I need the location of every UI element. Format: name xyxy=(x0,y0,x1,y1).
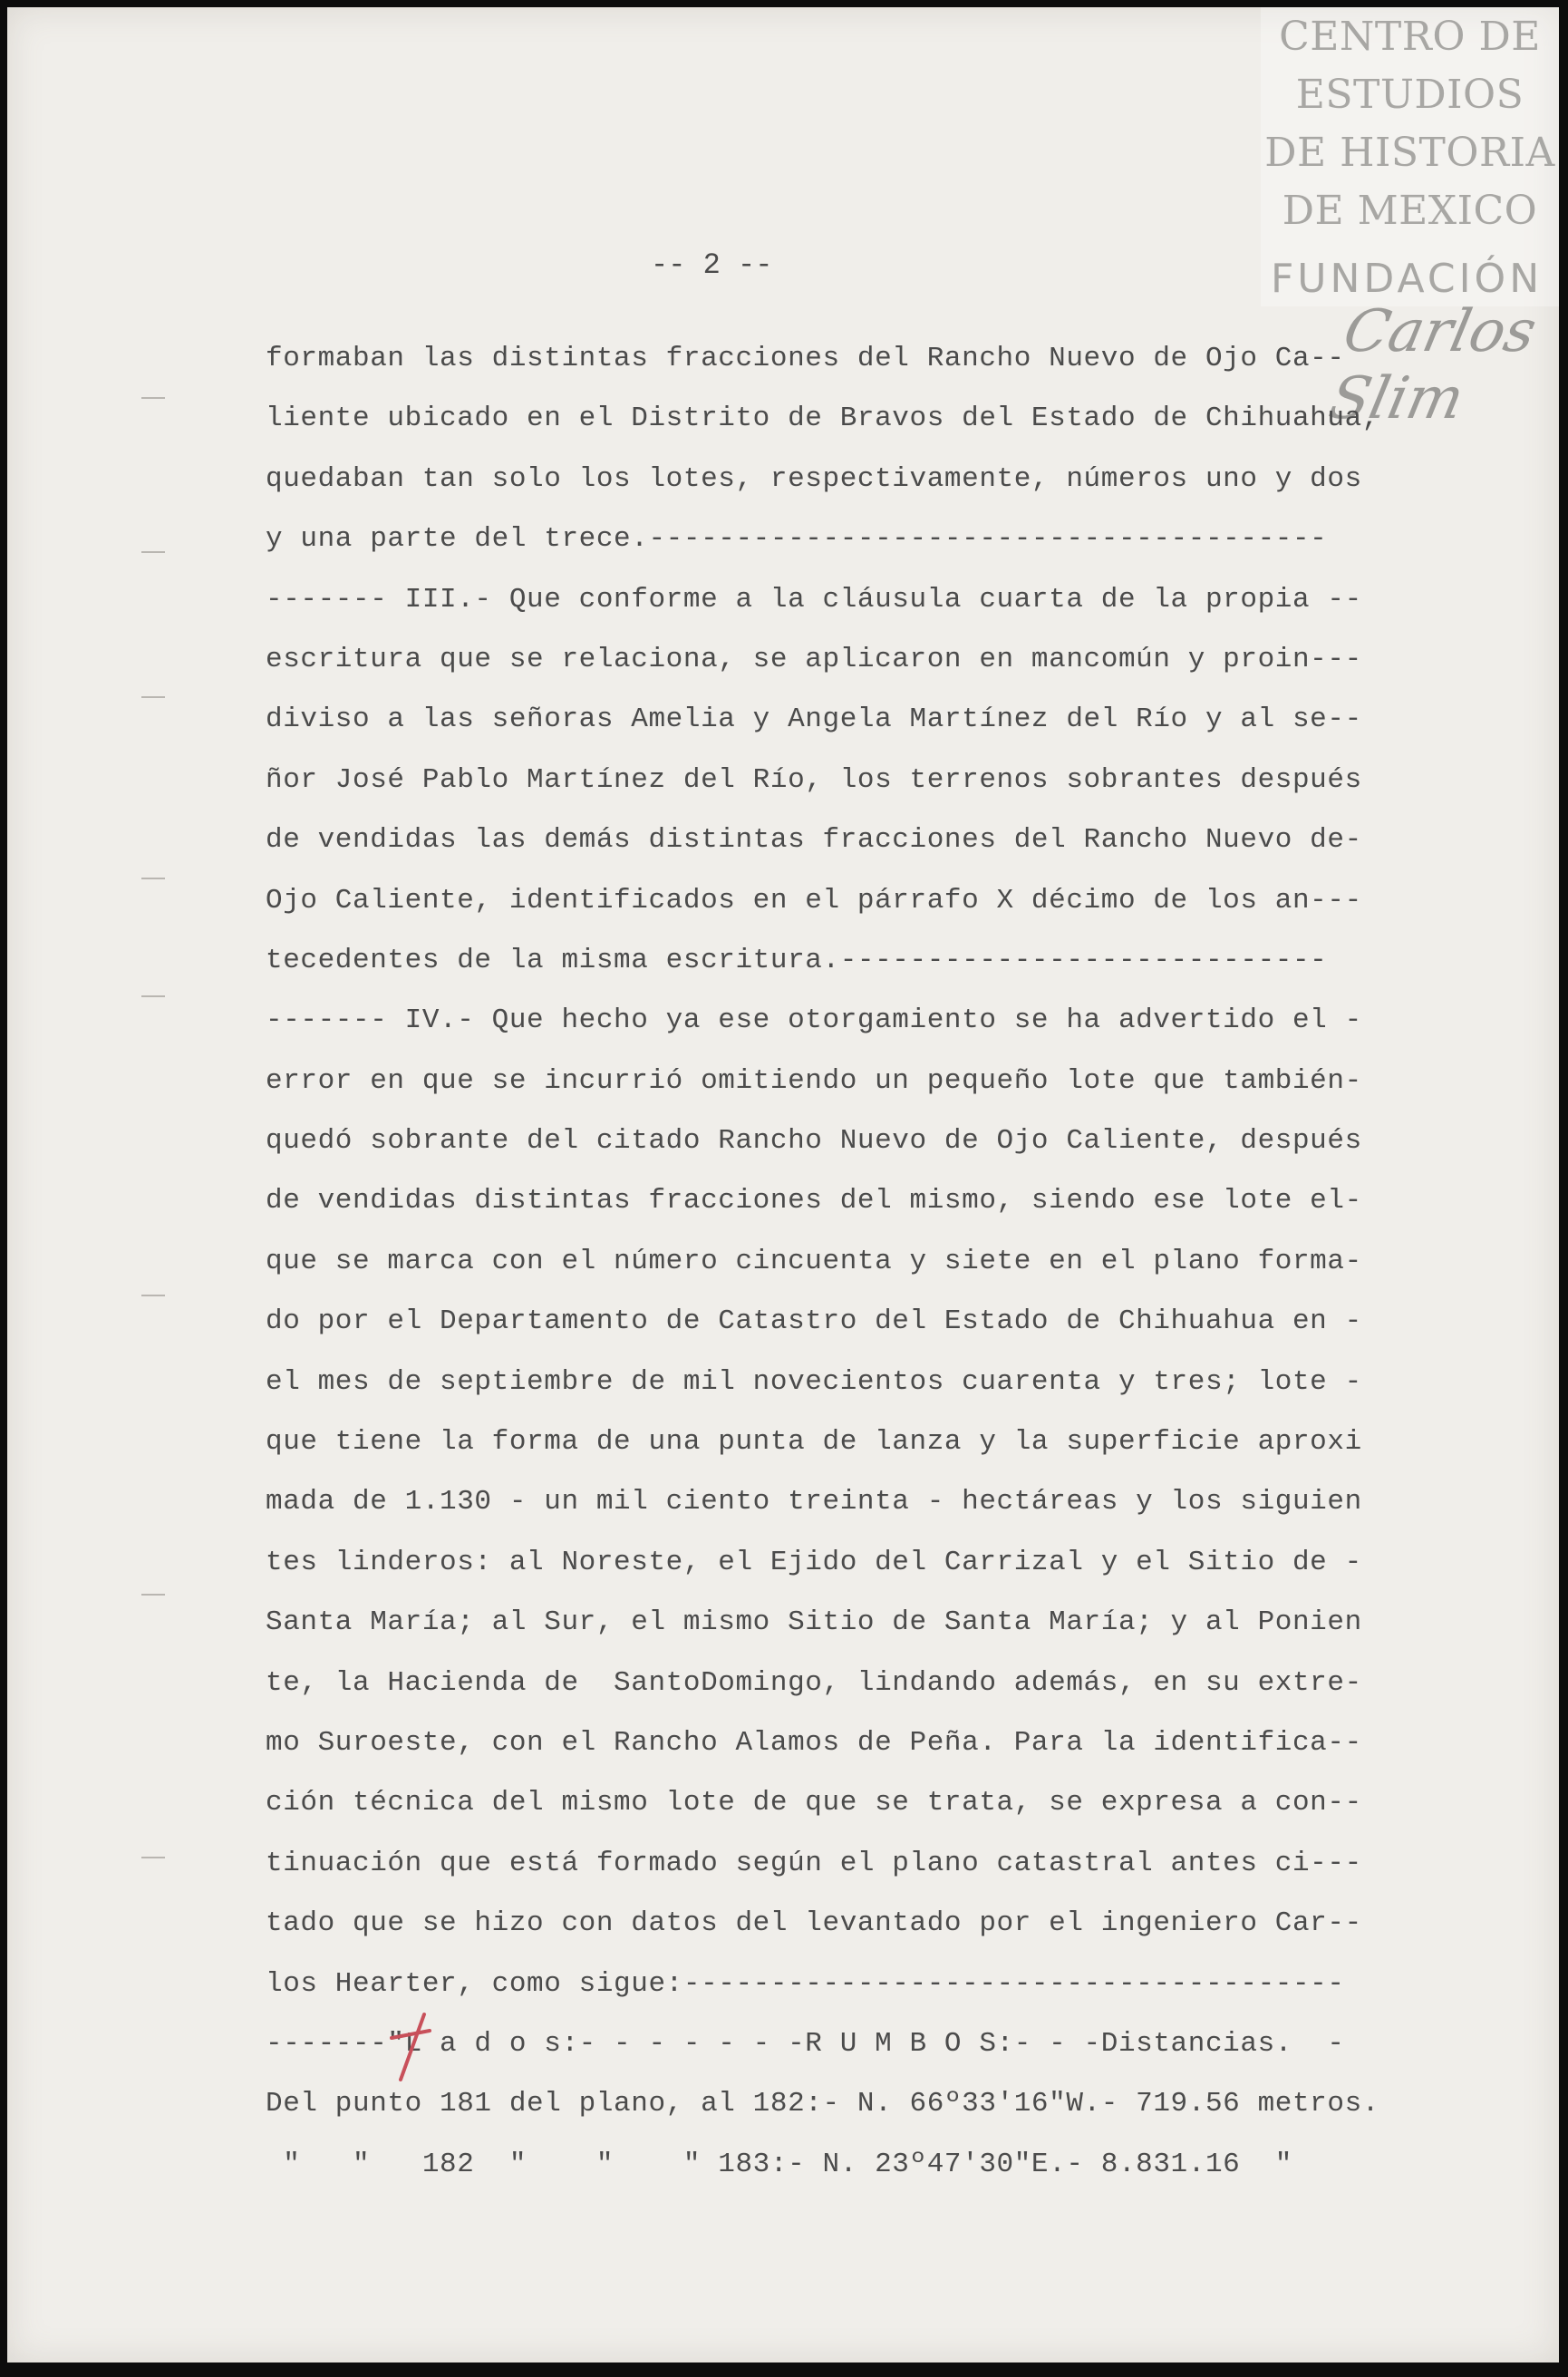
stamp-line-3: DE HISTORIA xyxy=(1264,130,1555,176)
text-line: de vendidas las demás distintas fracciones del Rancho Nuevo de- xyxy=(266,824,1362,857)
page-number: -- 2 -- xyxy=(651,248,773,282)
text-line: error en que se incurrió omitiendo un pequeño lote que también- xyxy=(266,1064,1362,1097)
text-line: quedaban tan solo los lotes, respectivamente, números uno y dos xyxy=(266,462,1362,495)
red-pencil-mark xyxy=(388,2011,442,2083)
text-line: que tiene la forma de una punta de lanza y la superficie aproxi xyxy=(266,1426,1362,1459)
text-line: tes linderos: al Noreste, el Ejido del Carrizal y el Sitio de - xyxy=(266,1546,1362,1578)
text-line: Santa María; al Sur, el mismo Sitio de Santa María; y al Ponien xyxy=(266,1606,1362,1639)
text-line: do por el Departamento de Catastro del Estado de Chihuahua en - xyxy=(266,1305,1362,1338)
stamp-line-2: ESTUDIOS xyxy=(1295,72,1524,118)
text-line: quedó sobrante del citado Rancho Nuevo de Ojo Caliente, después xyxy=(266,1125,1362,1158)
text-line: de vendidas distintas fracciones del mismo, siendo ese lote el- xyxy=(266,1185,1362,1218)
document-page xyxy=(7,7,1559,2362)
text-line: ción técnica del mismo lote de que se trata, se expresa a con-- xyxy=(266,1787,1362,1819)
archive-stamp xyxy=(1261,7,1559,432)
text-line: " " 182 " " " 183:- N. 23º47'30"E.- 8.831.16 " xyxy=(266,2148,1292,2180)
stamp-foundation: FUNDACIÓN xyxy=(1271,256,1544,302)
text-line: liente ubicado en el Distrito de Bravos del Estado de Chihuahua, xyxy=(266,403,1379,435)
text-line: -------"L a d o s:- - - - - - -R U M B O S:- - -Distancias. - xyxy=(266,2027,1345,2060)
text-line: y una parte del trece.--------------------------------------- xyxy=(266,523,1328,556)
text-line: diviso a las señoras Amelia y Angela Martínez del Río y al se-- xyxy=(266,703,1362,736)
text-line: tado que se hizo con datos del levantado por el ingeniero Car-- xyxy=(266,1907,1362,1940)
stamp-line-1: CENTRO DE xyxy=(1279,14,1541,60)
text-line: tinuación que está formado según el plano catastral antes ci--- xyxy=(266,1847,1362,1879)
text-line: formaban las distintas fracciones del Rancho Nuevo de Ojo Ca-- xyxy=(266,343,1345,374)
text-line: escritura que se relaciona, se aplicaron en mancomún y proin--- xyxy=(266,643,1362,675)
text-line: Del punto 181 del plano, al 182:- N. 66º33'16"W.- 719.56 metros. xyxy=(266,2088,1379,2120)
text-line: los Hearter, como sigue:-------------------------------------- xyxy=(266,1967,1345,2000)
text-line: mada de 1.130 - un mil ciento treinta - hectáreas y los siguien xyxy=(266,1486,1362,1518)
text-line: ñor José Pablo Martínez del Río, los terrenos sobrantes después xyxy=(266,763,1362,796)
text-line: te, la Hacienda de SantoDomingo, lindando además, en su extre- xyxy=(266,1666,1362,1699)
typed-body xyxy=(266,329,1379,2195)
stamp-signature: Carlos Slim xyxy=(1323,298,1543,432)
text-line: tecedentes de la misma escritura.---------------------------- xyxy=(266,944,1328,976)
text-line: el mes de septiembre de mil novecientos cuarenta y tres; lote - xyxy=(266,1365,1362,1398)
text-line: ------- III.- Que conforme a la cláusula cuarta de la propia -- xyxy=(266,583,1362,616)
text-line: que se marca con el número cincuenta y siete en el plano forma- xyxy=(266,1245,1362,1277)
text-line: ------- IV.- Que hecho ya ese otorgamiento se ha advertido el - xyxy=(266,1004,1362,1037)
text-line: mo Suroeste, con el Rancho Alamos de Peña. Para la identifica-- xyxy=(266,1726,1362,1759)
text-line: Ojo Caliente, identificados en el párrafo X décimo de los an--- xyxy=(266,884,1362,917)
stamp-line-4: DE MEXICO xyxy=(1282,188,1538,234)
